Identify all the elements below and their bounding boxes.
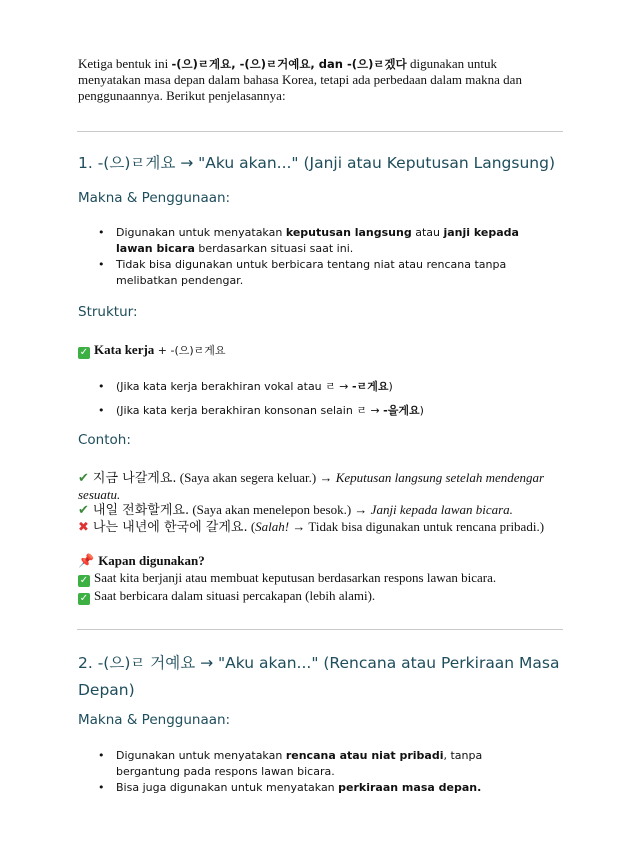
section1-example-heading: Contoh:: [78, 432, 131, 448]
check-mark-icon: ✓: [79, 575, 89, 586]
list-item: • Tidak bisa digunakan untuk berbicara tentang niat atau rencana tanpa melibatkan pendengar.: [96, 257, 546, 289]
section1-structure-list: [96, 375, 556, 423]
example-1: ✔ 지금 나갈게요. (Saya akan segera keluar.) → Keputusan langsung setelah mendengar sesuatu.: [78, 470, 545, 502]
heavy-check-icon: ✔: [78, 471, 89, 486]
structure-rest: + -(으)ㄹ게요: [154, 344, 226, 357]
intro-paragraph: [78, 56, 548, 104]
list-item: • Digunakan untuk menyatakan rencana atau niat pribadi, tanpa bergantung pada respons lawan bicara.: [96, 748, 546, 780]
section2-title-line1: 2. -(으)ㄹ 거예요 → "Aku akan..." (Rencana atau Perkiraan Masa: [78, 654, 560, 672]
cross-mark-icon: ✖: [78, 520, 89, 535]
section1-title: 1. -(으)ㄹ게요 → "Aku akan..." (Janji atau Keputusan Langsung): [78, 154, 556, 172]
intro-post: digunakan untuk menyatakan masa depan dalam bahasa Korea, tetapi ada perbedaan dalam makna dan penggunaannya. Berikut penjelasannya:: [78, 56, 522, 103]
list-item: • (Jika kata kerja berakhiran vokal atau ㄹ → -ㄹ게요): [96, 375, 556, 399]
list-item: • Digunakan untuk menyatakan keputusan langsung atau janji kepada lawan bicara berdasarkan situasi saat ini.: [96, 225, 546, 257]
structure-formula: [78, 342, 226, 359]
when-item-1: ✓ Saat kita berjanji atau membuat keputusan berdasarkan respons lawan bicara.: [79, 570, 497, 586]
intro-pre: Ketiga bentuk ini: [78, 56, 172, 71]
divider-2: [77, 629, 563, 630]
when-heading: 📌 Kapan digunakan?: [78, 553, 205, 569]
divider-1: [77, 131, 563, 132]
check-mark-icon: ✓: [79, 593, 89, 604]
pushpin-icon: 📌: [78, 554, 95, 569]
section1-usage-heading: Makna & Penggunaan:: [78, 190, 231, 206]
section2-usage-list: [96, 748, 546, 796]
intro-forms: -(으)ㄹ게요, -(으)ㄹ거예요, dan -(으)ㄹ겠다: [171, 57, 407, 71]
check-mark-icon: ✓: [79, 347, 89, 358]
example-3: ✖ 나는 내년에 한국에 갈게요. (Salah! → Tidak bisa digunakan untuk rencana pribadi.): [78, 519, 545, 535]
section2-usage-heading: Makna & Penggunaan:: [78, 712, 231, 728]
list-item: • Bisa juga digunakan untuk menyatakan perkiraan masa depan.: [96, 780, 546, 796]
section1-structure-heading: Struktur:: [78, 304, 138, 320]
example-2: ✔ 내일 전화할게요. (Saya akan menelepon besok.) → Janji kepada lawan bicara.: [78, 502, 513, 518]
list-item: • (Jika kata kerja berakhiran konsonan selain ㄹ → -을게요): [96, 399, 556, 423]
heavy-check-icon: ✔: [78, 503, 89, 518]
structure-bold: Kata kerja: [94, 342, 155, 357]
section1-usage-list: [96, 225, 546, 289]
section2-title-line2: Depan): [78, 681, 135, 699]
when-item-2: ✓ Saat berbicara dalam situasi percakapan (lebih alami).: [79, 588, 376, 604]
